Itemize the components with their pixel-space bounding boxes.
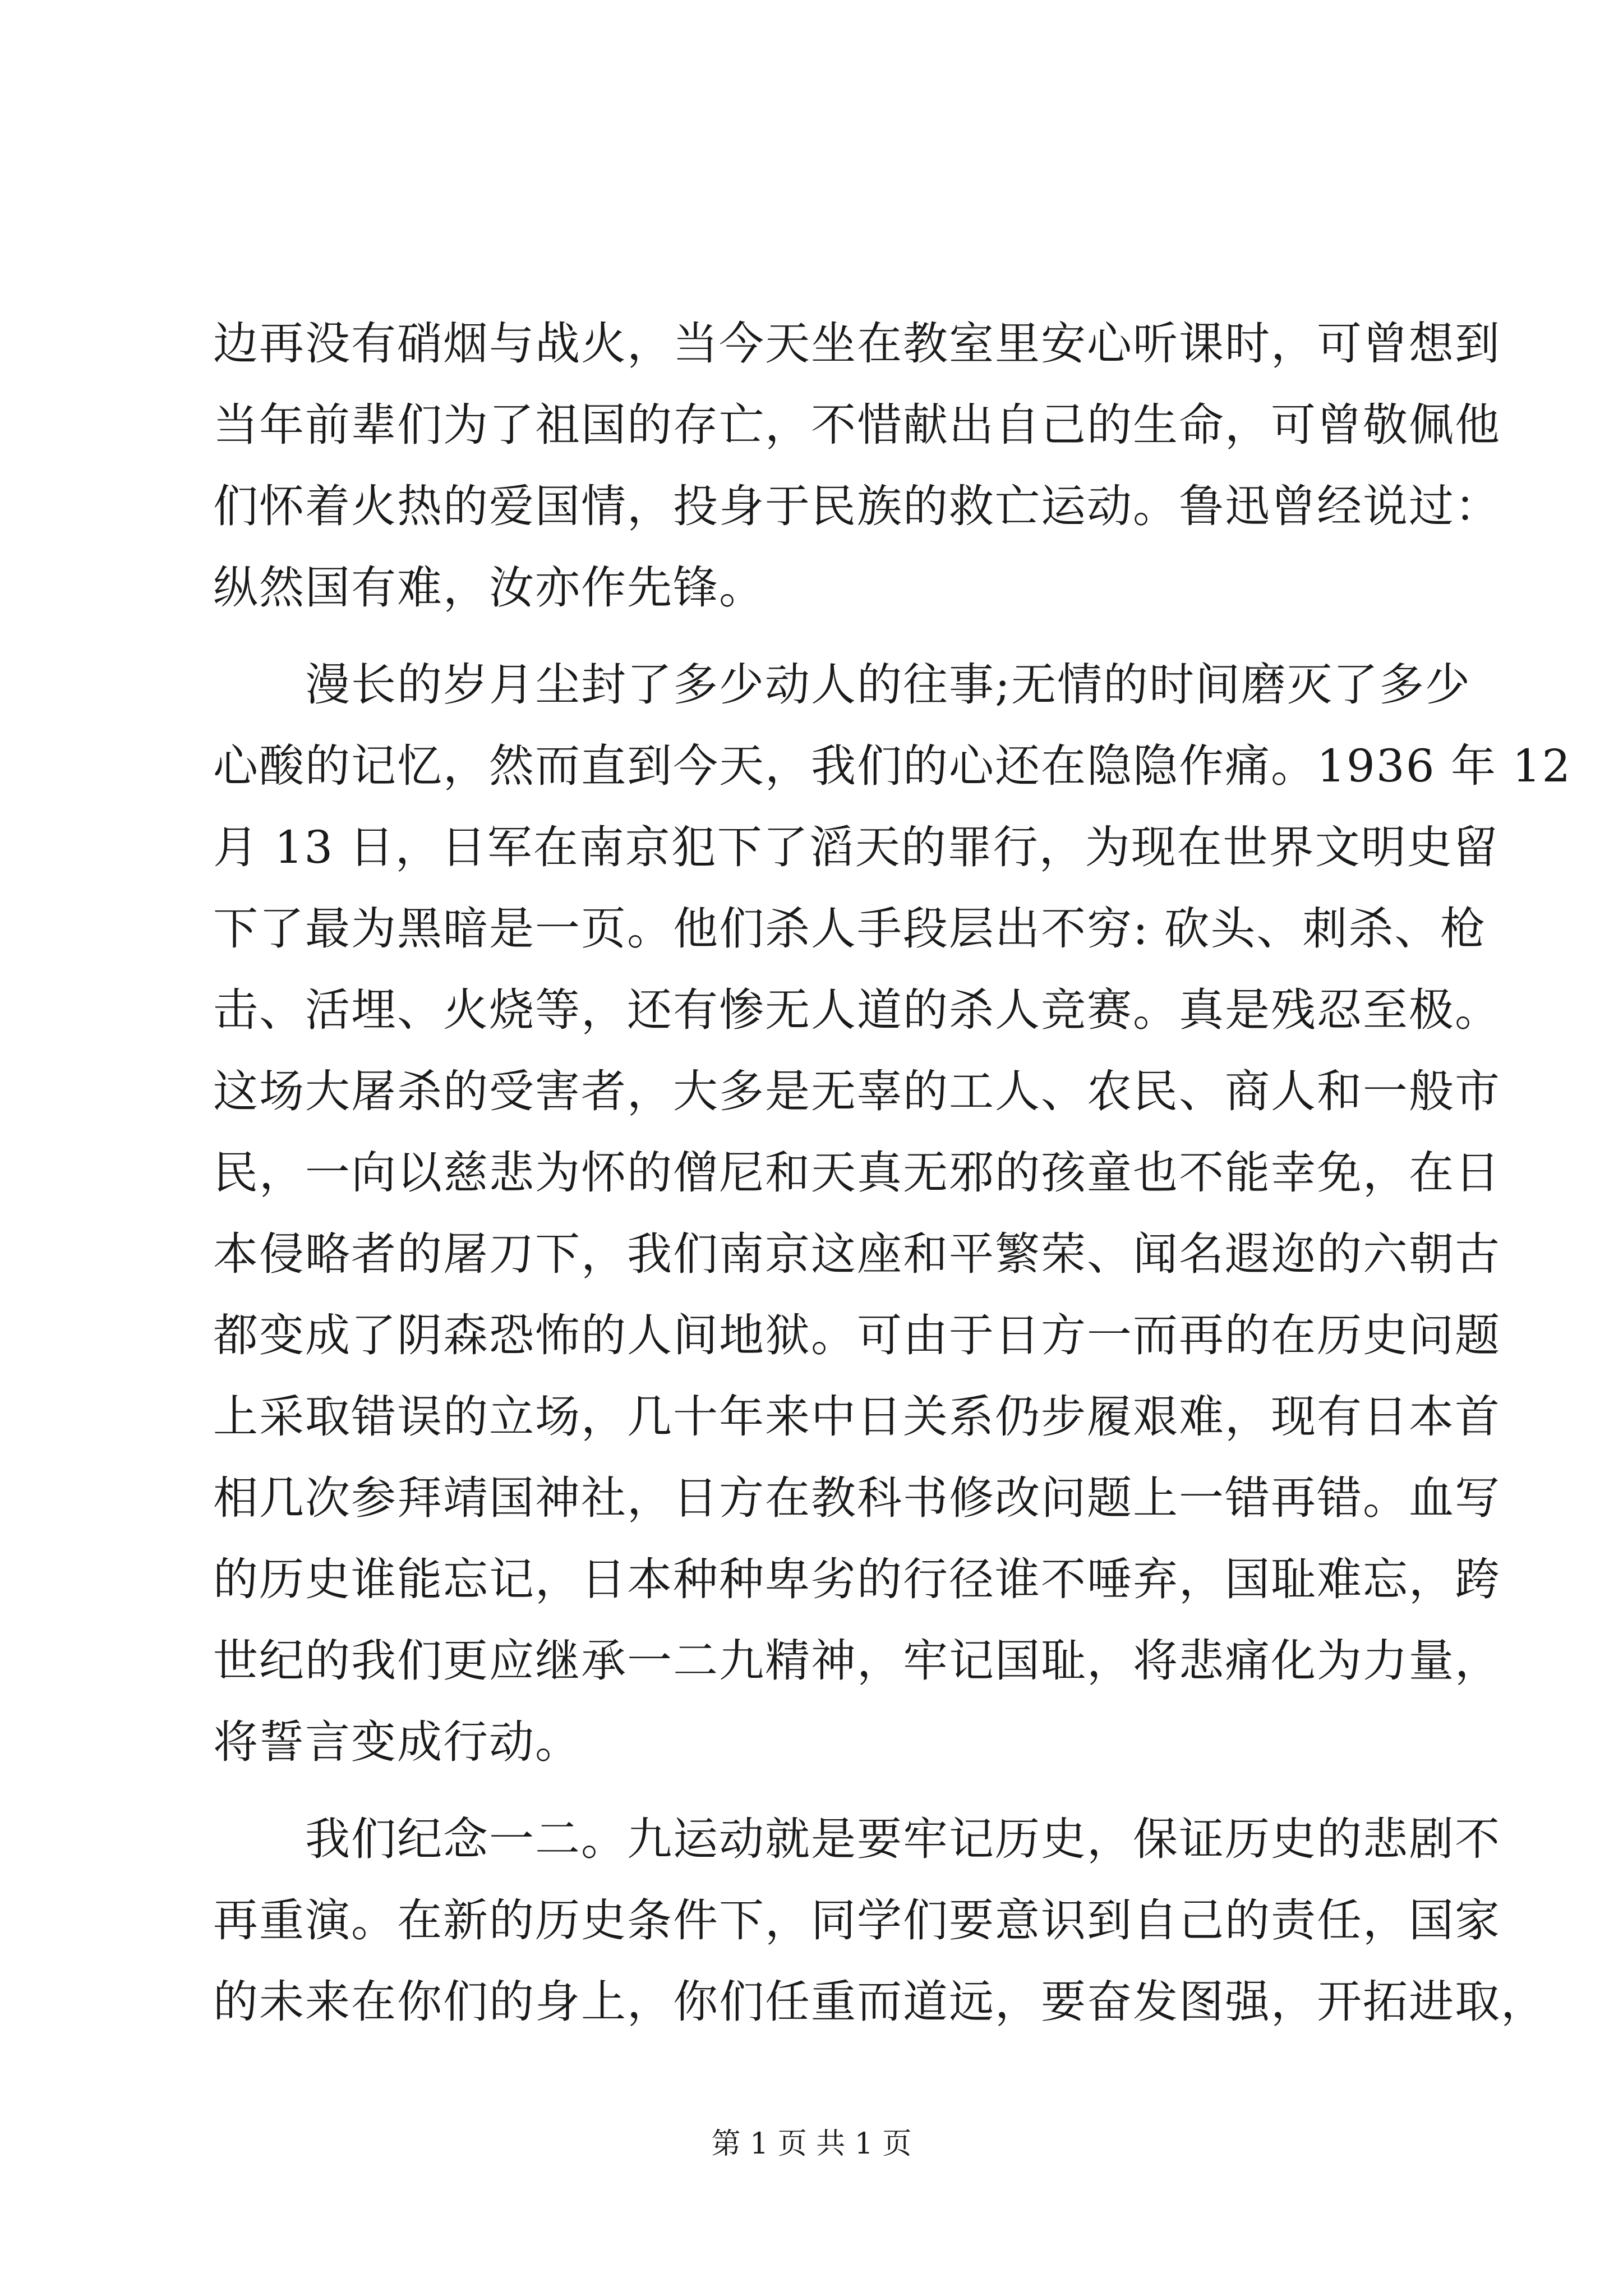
text-line: 再重演。在新的历史条件下，同学们要意识到自己的责任，国家 (213, 1894, 1501, 1947)
text-line: 本侵略者的屠刀下，我们南京这座和平繁荣、闻名遐迩的六朝古 (213, 1228, 1501, 1280)
text-line: 我们纪念一二。九运动就是要牢记历史，保证历史的悲剧不 (213, 1813, 1501, 1865)
text-line: 的未来在你们的身上，你们任重而道远，要奋发图强，开拓进取， (213, 1976, 1547, 2028)
text-line: 相几次参拜靖国神社，日方在教科书修改问题上一错再错。血写 (213, 1472, 1501, 1524)
text-line: 都变成了阴森恐怖的人间地狱。可由于日方一而再的在历史问题 (213, 1309, 1501, 1361)
document-body (213, 303, 1572, 2042)
paragraph (213, 644, 1572, 1783)
text-line: 边再没有硝烟与战火，当今天坐在教室里安心听课时，可曾想到 (213, 318, 1501, 370)
text-line: 世纪的我们更应继承一二九精神，牢记国耻，将悲痛化为力量， (213, 1635, 1501, 1687)
paragraph (213, 1798, 1547, 2042)
text-line: 们怀着火热的爱国情，投身于民族的救亡运动。鲁迅曾经说过： (213, 480, 1501, 532)
page-number-footer: 第 1 页 共 1 页 (711, 2127, 912, 2161)
text-line: 漫长的岁月尘封了多少动人的往事;无情的时间磨灭了多少 (213, 659, 1471, 711)
paragraph (213, 303, 1501, 628)
text-line: 民，一向以慈悲为怀的僧尼和天真无邪的孩童也不能幸免，在日 (213, 1147, 1501, 1199)
text-line: 这场大屠杀的受害者，大多是无辜的工人、农民、商人和一般市 (213, 1065, 1501, 1117)
text-line: 将誓言变成行动。 (213, 1716, 581, 1768)
text-line: 击、活埋、火烧等，还有惨无人道的杀人竞赛。真是残忍至极。 (213, 984, 1501, 1036)
text-line: 月 13 日，日军在南京犯下了滔天的罪行，为现在世界文明史留 (213, 821, 1499, 873)
text-line: 纵然国有难，汝亦作先锋。 (213, 562, 765, 614)
text-line: 心酸的记忆，然而直到今天，我们的心还在隐隐作痛。1936 年 12 (213, 740, 1572, 792)
text-line: 的历史谁能忘记，日本种种卑劣的行径谁不唾弃，国耻难忘，跨 (213, 1553, 1501, 1605)
text-line: 下了最为黑暗是一页。他们杀人手段层出不穷: 砍头、刺杀、枪 (213, 903, 1487, 955)
text-line: 上采取错误的立场，几十年来中日关系仍步履艰难，现有日本首 (213, 1391, 1501, 1443)
text-line: 当年前辈们为了祖国的存亡，不惜献出自己的生命，可曾敬佩他 (213, 399, 1501, 451)
